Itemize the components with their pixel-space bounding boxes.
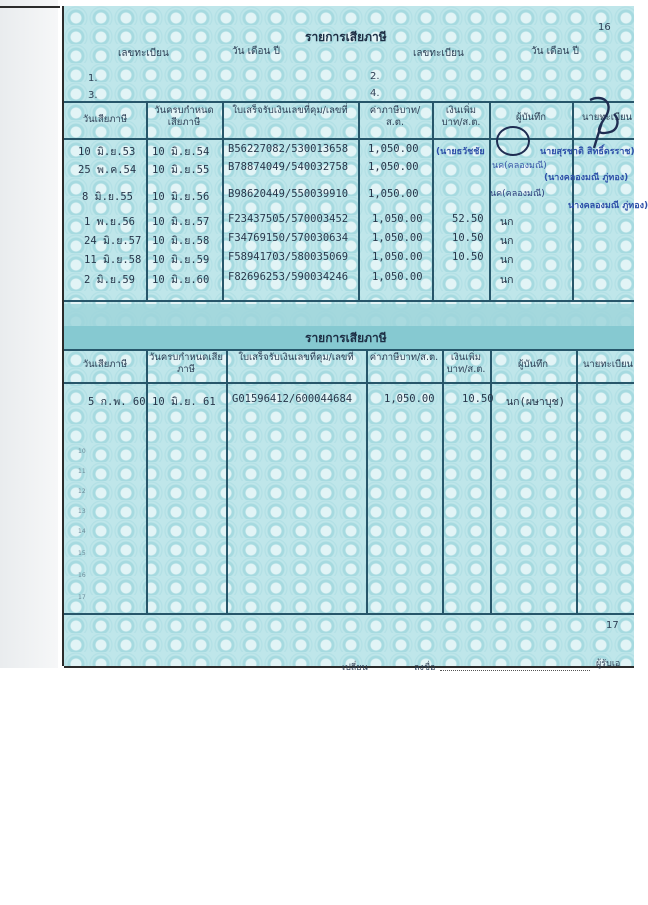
s1-header-recorder: ผู้บันทึก (515, 112, 547, 123)
row-number: 10 (78, 448, 86, 455)
paid-date: 2 มิ.ย.59 (84, 274, 136, 286)
s1-header-receipt: ใบเสร็จรับเงินเลขที่คุม/เลขที่ (232, 105, 348, 116)
line-number-1: 1. (88, 73, 98, 84)
surcharge-amount: 10.50 (462, 393, 494, 405)
s2-col-divider (146, 349, 148, 614)
s2-col-divider (226, 349, 228, 614)
section2-title: รายการเสียภาษี (305, 331, 387, 345)
recorder-initials: นค(คลองมณี) (490, 189, 545, 199)
due-date: 10 มิ.ย. 61 (152, 396, 216, 408)
s2-col-divider (576, 349, 578, 614)
recorder-initials: นก (500, 216, 514, 228)
due-date: 10 มิ.ย.54 (152, 146, 210, 158)
receipt-number: F34769150/570030634 (228, 232, 349, 244)
reg-label-right: เลขทะเบียน (413, 48, 464, 59)
row-number: 16 (78, 572, 86, 579)
date-label-right: วัน เดือน ปี (531, 46, 579, 57)
s1-table-top-rule (64, 101, 634, 103)
due-date: 10 มิ.ย.56 (152, 191, 210, 203)
top-frame-rule (0, 6, 60, 8)
due-date: 10 มิ.ย.60 (152, 274, 210, 286)
tax-amount: 1,050.00 (384, 393, 435, 405)
receipt-number: B56227082/530013658 (228, 143, 349, 155)
s2-table-bottom-rule (64, 613, 634, 615)
s1-col-divider (432, 101, 434, 301)
s1-col-divider (146, 101, 148, 301)
due-date: 10 มิ.ย.57 (152, 216, 210, 228)
s1-header-bottom-rule (64, 138, 634, 140)
recorder-initials: นก (500, 254, 514, 266)
s2-header-surcharge: เงินเพิ่มบาท/ส.ต. (446, 352, 486, 375)
s2-header-recorder: ผู้บันทึก (517, 359, 549, 370)
s2-header-tax: ค่าภาษีบาท/ส.ต. (369, 352, 439, 363)
tax-amount: 1,050.00 (368, 188, 419, 200)
paid-date: 24 มิ.ย.57 (84, 235, 142, 247)
recorder-initials: นก (500, 235, 514, 247)
scan-margin-shadow (0, 0, 58, 668)
recorder-initials: นก(ผษาบุช) (506, 396, 565, 408)
s1-col-divider (222, 101, 224, 301)
s2-col-divider (442, 349, 444, 614)
tax-amount: 1,050.00 (372, 213, 423, 225)
date-label-left: วัน เดือน ปี (232, 46, 280, 57)
officer-stamp: นางคลองมณี ภู่ทอง) (568, 201, 648, 211)
row-number: 14 (78, 528, 86, 535)
registrar-signature-scribble (496, 126, 530, 156)
paid-date: 10 มิ.ย.53 (78, 146, 136, 158)
receipt-number: B78874049/540032758 (228, 161, 349, 173)
s1-table-bottom-rule (64, 300, 634, 302)
s2-table-top-rule (64, 349, 634, 351)
receipt-number: F58941703/580035069 (228, 251, 349, 263)
s1-header-registrar: นายทะเบียน (581, 112, 633, 123)
line-number-2: 2. (370, 71, 380, 82)
line-number-3: 3. (88, 90, 98, 101)
due-date: 10 มิ.ย.55 (152, 164, 210, 176)
page-fold-band (64, 304, 634, 326)
receipt-number: F82696253/590034246 (228, 271, 349, 283)
receipt-number: B98620449/550039910 (228, 188, 349, 200)
officer-stamp: (นายธวัชชัย (436, 147, 485, 157)
receipt-number: G01596412/600044684 (232, 393, 353, 405)
receipt-number: F23437505/570003452 (228, 213, 349, 225)
footer-sign-label: ลงชื่อ (414, 663, 436, 673)
row-number: 13 (78, 508, 86, 515)
page-number-bottom: 17 (606, 620, 619, 631)
s1-header-tax: ค่าภาษีบาท/ส.ต. (369, 105, 421, 128)
due-date: 10 มิ.ย.59 (152, 254, 210, 266)
line-number-4: 4. (370, 88, 380, 99)
registrar-signature (584, 92, 624, 152)
surcharge-amount: 10.50 (452, 251, 484, 263)
footer-left-text: เปลี่ยน (342, 663, 368, 673)
section1-title: รายการเสียภาษี (305, 30, 387, 44)
s2-header-due-date: วันครบกำหนดเสียภาษี (149, 352, 223, 375)
surcharge-amount: 52.50 (452, 213, 484, 225)
s1-header-surcharge: เงินเพิ่มบาท/ส.ต. (441, 105, 481, 128)
paid-date: 5 ก.พ. 60 (88, 396, 146, 408)
s2-header-registrar: นายทะเบียน (582, 359, 634, 370)
recorder-initials: นก (500, 274, 514, 286)
paid-date: 25 พ.ค.54 (78, 164, 137, 176)
officer-stamp: นค(คลองมณี) (492, 161, 547, 171)
row-number: 15 (78, 550, 86, 557)
footer-right-text: ผู้รับเอ (596, 659, 621, 669)
page-number-top: 16 (598, 22, 611, 33)
s2-header-paid-date: วันเสียภาษี (82, 359, 128, 370)
tax-amount: 1,050.00 (372, 271, 423, 283)
officer-stamp: นายสุรชาติ สิทธิ์ดรราช) (540, 147, 635, 157)
s1-header-due-date: วันครบกำหนดเสียภาษี (154, 105, 214, 128)
row-number: 12 (78, 488, 86, 495)
paid-date: 1 พ.ย.56 (84, 216, 136, 228)
s2-col-divider (490, 349, 492, 614)
tax-amount: 1,050.00 (372, 232, 423, 244)
row-number: 11 (78, 468, 86, 475)
paid-date: 11 มิ.ย.58 (84, 254, 142, 266)
surcharge-amount: 10.50 (452, 232, 484, 244)
tax-amount: 1,050.00 (372, 251, 423, 263)
reg-label-left: เลขทะเบียน (118, 48, 169, 59)
s2-header-bottom-rule (64, 382, 634, 384)
officer-stamp: (นางคลองมณี ภู่ทอง) (544, 173, 629, 183)
s1-col-divider (489, 101, 491, 301)
s2-header-receipt: ใบเสร็จรับเงินเลขที่คุม/เลขที่ (238, 352, 354, 363)
paid-date: 8 มิ.ย.55 (82, 191, 134, 203)
s1-header-paid-date: วันเสียภาษี (82, 114, 128, 125)
row-number: 17 (78, 594, 86, 601)
s2-col-divider (366, 349, 368, 614)
tax-amount: 1,050.00 (368, 161, 419, 173)
due-date: 10 มิ.ย.58 (152, 235, 210, 247)
tax-amount: 1,050.00 (368, 143, 419, 155)
signature-dotted-line (440, 670, 590, 671)
s1-col-divider (358, 101, 360, 301)
